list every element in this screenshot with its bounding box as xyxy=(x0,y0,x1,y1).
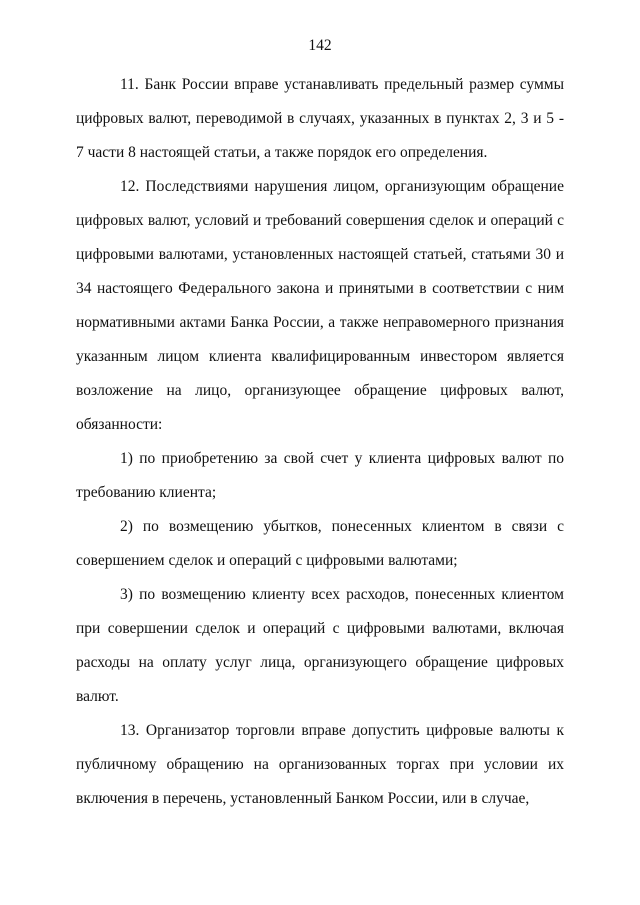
paragraph-11: 11. Банк России вправе устанавливать предельный размер суммы цифровых валют, переводимой в случаях, указанных в пунктах 2, 3 и 5 - 7 части 8 настоящей статьи, а также порядок его определения. xyxy=(76,76,564,161)
paragraph-13: 13. Организатор торговли вправе допустить цифровые валюты к публичному обращению на организованных торгах при условии их включения в перечень, установленный Банком России, или в случае, xyxy=(76,722,564,807)
list-item-1: 1) по приобретению за свой счет у клиента цифровых валют по требованию клиента; xyxy=(76,450,564,501)
list-item-3: 3) по возмещению клиенту всех расходов, понесенных клиентом при совершении сделок и операций с цифровыми валютами, включая расходы на оплату услуг лица, организующего обращение цифровых валют. xyxy=(76,586,564,705)
document-body xyxy=(76,68,564,816)
list-item-2: 2) по возмещению убытков, понесенных клиентом в связи с совершением сделок и операций с цифровыми валютами; xyxy=(76,518,564,569)
paragraph-12: 12. Последствиями нарушения лицом, организующим обращение цифровых валют, условий и требований совершения сделок и операций с цифровыми валютами, установленных настоящей статьей, статьями 30 и 34 настоящего Федерального закона и принятыми в соответствии с ним нормативными актами Банка России, а также неправомерного признания указанным лицом клиента квалифицированным инвестором является возложение на лицо, организующее обращение цифровых валют, обязанности: xyxy=(76,178,564,433)
page-number: 142 xyxy=(308,37,332,54)
